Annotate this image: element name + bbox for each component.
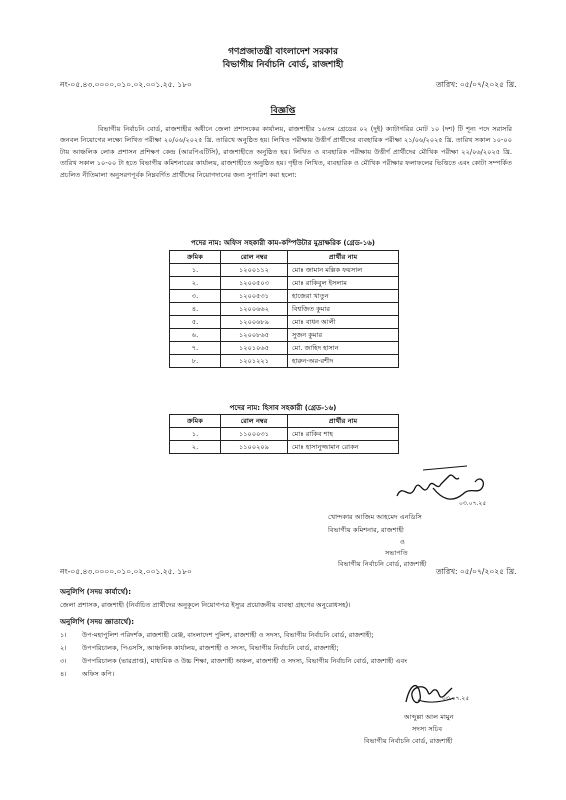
copy-info-number: ১। <box>60 631 67 639</box>
name-cell: সুজন কুমার <box>288 329 399 342</box>
copy-info-number: ৩। <box>60 657 67 665</box>
post1-table <box>169 250 399 368</box>
serial-cell: ৭. <box>170 342 221 355</box>
board-title: বিভাগীয় নির্বাচনি বোর্ড, রাজশাহী <box>222 60 344 70</box>
table-row <box>170 342 399 355</box>
table-header-row <box>170 251 399 264</box>
signature-date-2: ০৩.০৭.২৫ <box>442 695 470 702</box>
signatory-and: ও <box>400 538 405 546</box>
copy-info-number: ২। <box>60 644 67 652</box>
signatory-name: খোন্দকার আজিম আহমেদ এনডিসি <box>328 513 422 521</box>
roll-cell: ১২০০৮৬৫ <box>221 329 288 342</box>
name-cell: মোঃ হাসানুজ্জামান রোকন <box>288 441 399 454</box>
name-cell: মোঃ রাকিবুল ইসলাম <box>288 277 399 290</box>
column-header-serial: ক্রমিক <box>170 415 221 428</box>
name-cell: মো. জাহিদ হাসান <box>288 342 399 355</box>
name-cell: হাজেরা খাতুন <box>288 290 399 303</box>
table-row <box>170 329 399 342</box>
government-title: গণপ্রজাতন্ত্রী বাংলাদেশ সরকার <box>228 47 338 57</box>
serial-cell: ৮. <box>170 355 221 368</box>
serial-cell: ৬. <box>170 329 221 342</box>
copy-info-item: উপপরিচালক, পিএসসি, আঞ্চলিক কার্যালয়, রাজশাহী ও সদস্য, বিভাগীয় নির্বাচনি বোর্ড, রাজশাহী; <box>82 644 339 652</box>
roll-cell: ১১০০০৩১ <box>221 428 288 441</box>
roll-cell: ১২০০৫৩১ <box>221 290 288 303</box>
name-cell: হারুন-অর-রশীদ <box>288 355 399 368</box>
name-cell: মোঃ বাধন আলী <box>288 316 399 329</box>
table-row <box>170 264 399 277</box>
table-row <box>170 316 399 329</box>
copy-action-text: জেলা প্রশাসক, রাজশাহী (নির্বাচিত প্রার্থীদের অনুকূলে নিয়োগপত্র ইস্যুর প্রয়োজনীয় ব্যবস্থা গ্রহণের অনুরোধসহ)। <box>60 601 351 609</box>
name-cell: মোঃ রাকিব শাহ <box>288 428 399 441</box>
table-row <box>170 428 399 441</box>
serial-cell: ১. <box>170 264 221 277</box>
copy-info-number: ৪। <box>60 670 67 678</box>
table-row <box>170 277 399 290</box>
serial-cell: ২. <box>170 441 221 454</box>
column-header-roll: রোল নম্বর <box>221 415 288 428</box>
roll-cell: ১২০০৬৮৯ <box>221 316 288 329</box>
column-header-serial: ক্রমিক <box>170 251 221 264</box>
table-row <box>170 355 399 368</box>
post1-title: পদের নাম: অফিস সহকারী কাম-কম্পিউটার মুদ্রাক্ষরিক (গ্রেড-১৬) <box>191 239 375 247</box>
post2-title: পদের নাম: হিসাব সহকারী (গ্রেড-১৬) <box>229 404 337 412</box>
serial-cell: ১. <box>170 428 221 441</box>
memo2-date: তারিখ: ০৫/০৭/২০২৫ খ্রি. <box>436 567 517 576</box>
secretary-signature <box>402 674 474 710</box>
signature-date-1: ০৩.০৭.২৫ <box>459 500 487 507</box>
copy-info-item: উপ-মহাপুলিশ পরিদর্শক, রাজশাহী রেঞ্জ, বাংলাদেশ পুলিশ, রাজশাহী ও সদস্য, বিভাগীয় নির্বাচনি বোর্ড, রাজশাহী; <box>82 631 374 639</box>
post2-table <box>169 414 399 454</box>
table-row <box>170 290 399 303</box>
commissioner-signature <box>393 458 489 508</box>
roll-cell: ১২০০৬৬২ <box>221 303 288 316</box>
copy-action-label: অনুলিপি (সদয় কার্যার্থে): <box>60 588 132 596</box>
signatory-board: বিভাগীয় নির্বাচনি বোর্ড, রাজশাহী <box>338 560 427 568</box>
secretary-board: বিভাগীয় নির্বাচনি বোর্ড, রাজশাহী <box>364 737 453 745</box>
name-cell: মোঃ জামান মল্লিক ফয়সাল <box>288 264 399 277</box>
copy-info-item: উপপরিচালক (ভারপ্রাপ্ত), মাধ্যমিক ও উচ্চ শিক্ষা, রাজশাহী অঞ্চল, রাজশাহী ও সদস্য, বিভাগীয় নির্বাচনি বোর্ড, রাজশাহী এবং <box>82 657 408 665</box>
roll-cell: ১১০০২০৯ <box>221 441 288 454</box>
table-row <box>170 441 399 454</box>
name-cell: বিশ্বজিত কুমার <box>288 303 399 316</box>
secretary-name: আব্দুল্লা আল মামুন <box>404 713 454 721</box>
table-header-row <box>170 415 399 428</box>
memo-date: তারিখ: ০৫/০৭/২০২৫ খ্রি. <box>436 80 517 89</box>
table-row <box>170 303 399 316</box>
serial-cell: ২. <box>170 277 221 290</box>
notice-body: বিভাগীয় নির্বাচনি বোর্ড, রাজশাহীর অধীনে জেলা প্রশাসকের কার্যালয়, রাজশাহীর ১৬তম গ্রেডের ০২ (দুই) ক্যাটাগরির মোট ১০ (দশ) টি শূন্য পদে সরাসরি জনবল নিয়োগের লক্ষ্যে লিখিত পরীক্ষা ২০/০৬/২০২৫ খ্রি. তারিখে অনুষ্ঠিত হয়। লিখিত পরীক্ষায় উত্তীর্ণ প্রার্থীদের ব্যবহারিক পরীক্ষা ২১/০৬/২০২৫ খ্রি. তারিখ সকাল ১০-০০ টায় আঞ্চলিক লোক প্রশাসন প্রশিক্ষণ কেন্দ্র (আরপিএটিসি), রাজশাহীতে অনুষ্ঠিত হয়। লিখিত ও ব্যবহারিক পরীক্ষায় উত্তীর্ণ প্রার্থীদের মৌখিক পরীক্ষা ২২/০৬/২০২৫ খ্রি. তারিখ সকাল ১০-০০ টা হতে বিভাগীয় কমিশনারের কার্যালয়, রাজশাহীতে অনুষ্ঠিত হয়। গৃহীত লিখিত, ব্যবহারিক ও মৌখিক পরীক্ষার ফলাফলের ভিত্তিতে এবং কোটা সম্পর্কিত প্রচলিত নীতিমালা অনুসরণপূর্বক নিম্নবর্ণিত প্রার্থীদের নিয়োগদানের জন্য সুপারিশ করা হলো: <box>60 125 512 179</box>
copy-info-item: অফিস কপি। <box>82 670 115 678</box>
signatory-designation: বিভাগীয় কমিশনার, রাজশাহী <box>328 526 404 534</box>
roll-cell: ১২০০১১২ <box>221 264 288 277</box>
memo-ref-number: নং-০৫.৪৩.০০০০.০১০.০২.০০১.২৫. ১৮০ <box>60 80 192 89</box>
column-header-roll: রোল নম্বর <box>221 251 288 264</box>
column-header-name: প্রার্থীর নাম <box>288 251 399 264</box>
serial-cell: ৫. <box>170 316 221 329</box>
signatory-chair: সভাপতি <box>385 549 408 557</box>
secretary-title: সদস্য সচিব <box>412 725 443 733</box>
serial-cell: ৩. <box>170 290 221 303</box>
roll-cell: ১২০১০৬৫ <box>221 342 288 355</box>
serial-cell: ৪. <box>170 303 221 316</box>
roll-cell: ১২০১২২১ <box>221 355 288 368</box>
column-header-name: প্রার্থীর নাম <box>288 415 399 428</box>
memo2-ref-number: নং-০৫.৪৩.০০০০.০১০.০২.০০১.২৫. ১৮০ <box>60 567 192 576</box>
notice-title: বিজ্ঞপ্তি <box>270 106 296 116</box>
roll-cell: ১২০০৫০৩ <box>221 277 288 290</box>
copy-info-label: অনুলিপি (সদয় জ্ঞাতার্থে): <box>60 618 135 626</box>
